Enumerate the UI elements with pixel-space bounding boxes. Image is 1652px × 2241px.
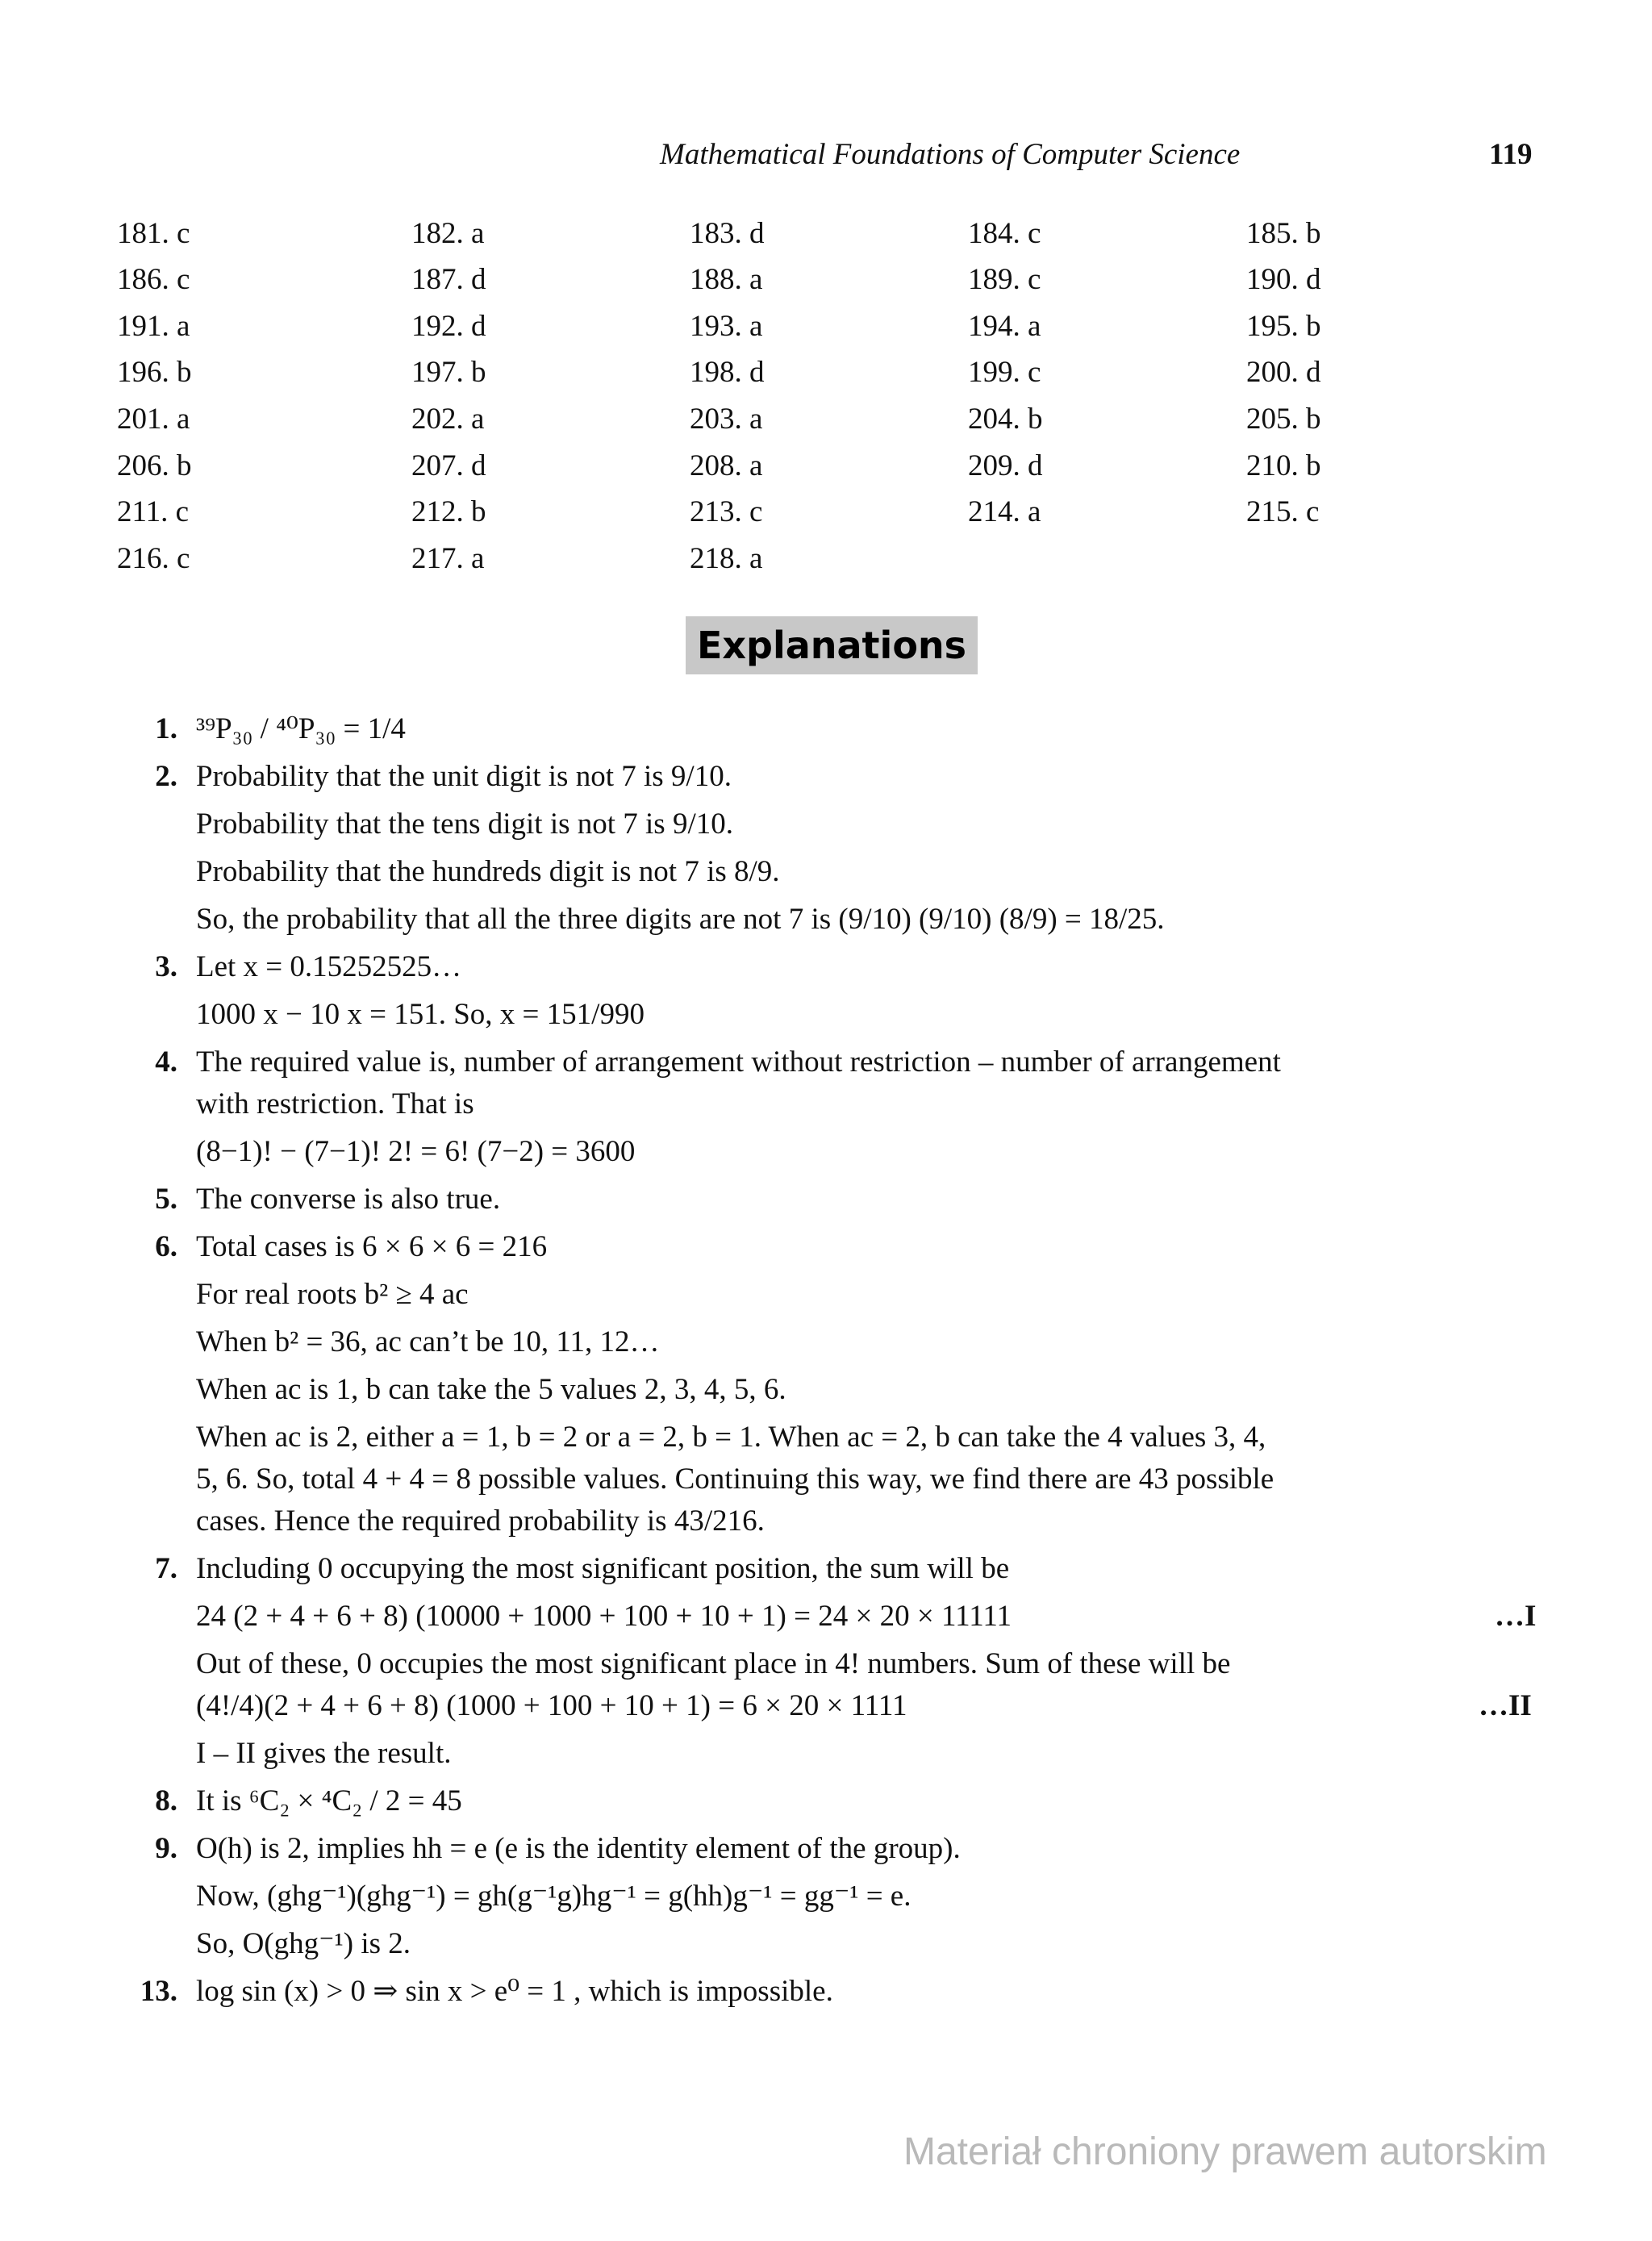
answer-item: 216. c [117, 542, 190, 575]
answer-item: 209. d [968, 449, 1043, 482]
answer-item: 197. b [411, 356, 486, 389]
explanation-line: with restriction. That is [196, 1087, 474, 1120]
explanation-number: 1. [155, 712, 177, 745]
explanation-number: 5. [155, 1183, 177, 1216]
answer-item: 182. a [411, 217, 485, 250]
answer-item: 185. b [1246, 217, 1321, 250]
answer-item: 212. b [411, 495, 486, 528]
equation-marker: …II [1479, 1689, 1532, 1722]
explanation-line: 24 (2 + 4 + 6 + 8) (10000 + 1000 + 100 + 10 + 1) = 24 × 20 × 11111 [196, 1600, 1012, 1633]
answer-item: 188. a [690, 263, 763, 296]
explanation-line: I – II gives the result. [196, 1737, 452, 1770]
answer-item: 186. c [117, 263, 190, 296]
explanation-line: So, the probability that all the three digits are not 7 is (9/10) (9/10) (8/9) = 18/25. [196, 903, 1165, 936]
answer-item: 213. c [690, 495, 763, 528]
explanation-line: Now, (ghg⁻¹)(ghg⁻¹) = gh(g⁻¹g)hg⁻¹ = g(hh)g⁻¹ = gg⁻¹ = e. [196, 1880, 912, 1913]
explanation-line: For real roots b² ≥ 4 ac [196, 1278, 469, 1311]
explanation-line: Total cases is 6 × 6 × 6 = 216 [196, 1230, 548, 1263]
explanation-line: The converse is also true. [196, 1183, 501, 1216]
explanation-line: Out of these, 0 occupies the most significant place in 4! numbers. Sum of these will be [196, 1647, 1231, 1680]
answer-item: 200. d [1246, 356, 1321, 389]
explanation-line: 1000 x − 10 x = 151. So, x = 151/990 [196, 998, 645, 1031]
page-number: 119 [1489, 138, 1533, 171]
answer-item: 203. a [690, 403, 763, 436]
explanation-line: log sin (x) > 0 ⇒ sin x > e⁰ = 1 , which is impossible. [196, 1975, 833, 2008]
explanation-line: ³⁹P₃₀ / ⁴⁰P₃₀ = 1/4 [196, 712, 406, 745]
answer-item: 201. a [117, 403, 190, 436]
answer-item: 204. b [968, 403, 1043, 436]
answer-item: 196. b [117, 356, 192, 389]
answer-item: 187. d [411, 263, 486, 296]
answer-item: 199. c [968, 356, 1041, 389]
answer-item: 215. c [1246, 495, 1320, 528]
book-title: Mathematical Foundations of Computer Science [660, 138, 1241, 171]
explanation-line: Including 0 occupying the most significant position, the sum will be [196, 1552, 1010, 1585]
answer-item: 193. a [690, 310, 763, 343]
explanation-number: 4. [155, 1045, 177, 1079]
explanation-line: So, O(ghg⁻¹) is 2. [196, 1927, 411, 1960]
explanation-line: (8−1)! − (7−1)! 2! = 6! (7−2) = 3600 [196, 1135, 636, 1168]
explanation-number: 6. [155, 1230, 177, 1263]
explanation-line: Probability that the tens digit is not 7 is 9/10. [196, 808, 733, 841]
explanation-line: Let x = 0.15252525… [196, 950, 462, 983]
explanation-line: Probability that the hundreds digit is not 7 is 8/9. [196, 855, 780, 888]
answer-item: 214. a [968, 495, 1041, 528]
explanation-line: O(h) is 2, implies hh = e (e is the identity element of the group). [196, 1832, 961, 1865]
explanation-number: 8. [155, 1784, 177, 1817]
answer-item: 202. a [411, 403, 485, 436]
answer-item: 189. c [968, 263, 1041, 296]
explanation-line: When ac is 1, b can take the 5 values 2, 3, 4, 5, 6. [196, 1373, 786, 1406]
explanation-line: It is ⁶C₂ × ⁴C₂ / 2 = 45 [196, 1784, 462, 1817]
explanation-line: When b² = 36, ac can’t be 10, 11, 12… [196, 1325, 660, 1358]
explanation-line: When ac is 2, either a = 1, b = 2 or a = 2, b = 1. When ac = 2, b can take the 4 values 3, 4, [196, 1421, 1266, 1454]
answer-item: 208. a [690, 449, 763, 482]
answer-item: 211. c [117, 495, 190, 528]
answer-item: 195. b [1246, 310, 1321, 343]
answer-item: 184. c [968, 217, 1041, 250]
answer-item: 183. d [690, 217, 765, 250]
answer-item: 218. a [690, 542, 763, 575]
explanation-number: 2. [155, 760, 177, 793]
answer-item: 190. d [1246, 263, 1321, 296]
explanation-line: The required value is, number of arrangement without restriction – number of arrangement [196, 1045, 1281, 1079]
copyright-watermark: Materiał chroniony prawem autorskim [903, 2130, 1547, 2173]
answer-item: 206. b [117, 449, 192, 482]
explanation-line: (4!/4)(2 + 4 + 6 + 8) (1000 + 100 + 10 + 1) = 6 × 20 × 1111 [196, 1689, 907, 1722]
answer-item: 194. a [968, 310, 1041, 343]
explanation-line: 5, 6. So, total 4 + 4 = 8 possible values. Continuing this way, we find there are 43 possible [196, 1463, 1274, 1496]
explanation-number: 3. [155, 950, 177, 983]
answer-item: 192. d [411, 310, 486, 343]
answer-item: 198. d [690, 356, 765, 389]
explanation-line: Probability that the unit digit is not 7 is 9/10. [196, 760, 732, 793]
explanation-number: 9. [155, 1832, 177, 1865]
answer-item: 217. a [411, 542, 485, 575]
answer-item: 210. b [1246, 449, 1321, 482]
answer-item: 191. a [117, 310, 190, 343]
answer-item: 205. b [1246, 403, 1321, 436]
answer-item: 181. c [117, 217, 190, 250]
explanation-line: cases. Hence the required probability is 43/216. [196, 1504, 765, 1538]
equation-marker: …I [1495, 1600, 1537, 1633]
section-heading: Explanations [686, 616, 978, 674]
explanation-number: 7. [155, 1552, 177, 1585]
answer-item: 207. d [411, 449, 486, 482]
explanation-number: 13. [140, 1975, 177, 2008]
